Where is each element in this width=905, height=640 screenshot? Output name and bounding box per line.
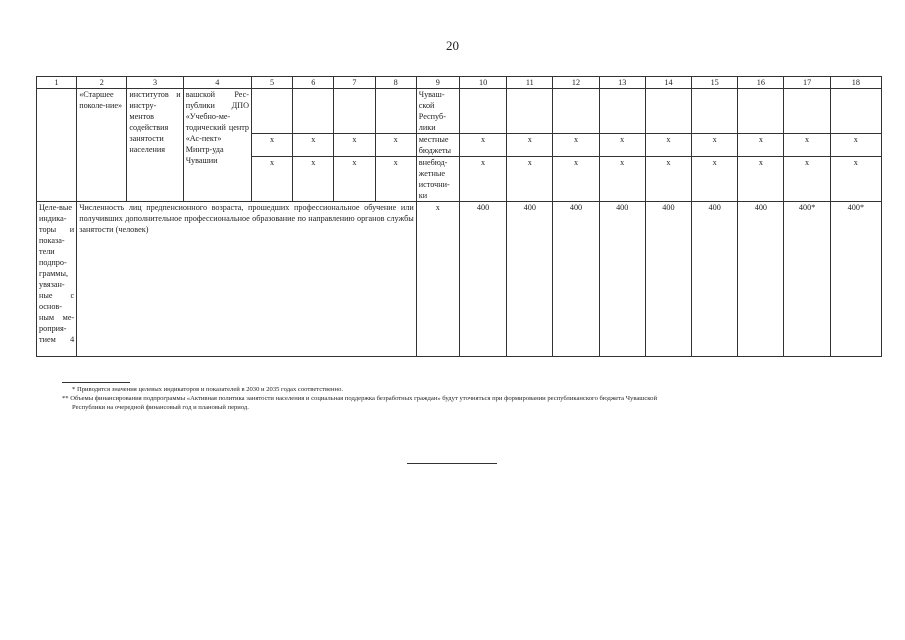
indicator-value-cell: 400 — [599, 202, 645, 357]
header-cell: 8 — [375, 77, 416, 89]
value-cell: x — [252, 157, 293, 202]
indicator-value-cell: 400 — [645, 202, 691, 357]
footnotes — [62, 382, 862, 412]
table-cell — [738, 89, 784, 134]
indicator-value-cell: 400 — [459, 202, 506, 357]
subprogram-name-cell: «Старшее поколе-ние» — [77, 89, 127, 202]
value-cell: x — [830, 134, 881, 157]
value-cell: x — [334, 134, 375, 157]
table-cell — [375, 89, 416, 134]
funding-source-cell: внебюд-жетные источни-ки — [416, 157, 459, 202]
value-cell: x — [738, 134, 784, 157]
table-cell — [507, 89, 553, 134]
indicator-value-cell: 400 — [738, 202, 784, 357]
indicator-value-cell: 400 — [692, 202, 738, 357]
indicator-description-cell: Численность лиц предпенсионного возраста, прошедших профессиональное обучение или получивших дополнительное профессиональное образование по направлению органов службы занятости (человек) — [77, 202, 417, 357]
funding-source-cell: Чуваш-ской Респуб-лики — [416, 89, 459, 134]
page-number: 20 — [446, 38, 459, 53]
indicator-value-cell: 400* — [784, 202, 830, 357]
header-cell: 18 — [830, 77, 881, 89]
table-cell — [37, 89, 77, 202]
table-cell — [830, 89, 881, 134]
table-cell — [334, 89, 375, 134]
value-cell: x — [375, 134, 416, 157]
indicator-value-cell: 400 — [507, 202, 553, 357]
table-cell — [599, 89, 645, 134]
table-cell — [784, 89, 830, 134]
value-cell: x — [507, 157, 553, 202]
table-cell — [459, 89, 506, 134]
end-rule — [407, 463, 497, 464]
header-cell: 1 — [37, 77, 77, 89]
value-cell: x — [416, 202, 459, 357]
header-cell: 16 — [738, 77, 784, 89]
header-row — [37, 77, 882, 89]
activity-name-cell: институтов и инстру-ментов содействия занятости населения — [127, 89, 183, 202]
header-cell: 3 — [127, 77, 183, 89]
indicator-label-cell: Целе-вые индика-торы и показа-тели подпро-граммы, увязан-ные с основ-ным ме-роприя-тием 4 — [37, 202, 77, 357]
table-cell — [252, 89, 293, 134]
funding-source-cell: местные бюджеты — [416, 134, 459, 157]
header-cell: 11 — [507, 77, 553, 89]
footnote-separator — [62, 382, 130, 383]
value-cell: x — [738, 157, 784, 202]
value-cell: x — [375, 157, 416, 202]
value-cell: x — [334, 157, 375, 202]
indicator-value-cell: 400* — [830, 202, 881, 357]
value-cell: x — [293, 157, 334, 202]
value-cell: x — [459, 157, 506, 202]
footnote-2-continued: Республики на очередной финансовый год и плановый период. — [72, 404, 249, 411]
header-cell: 15 — [692, 77, 738, 89]
header-cell: 14 — [645, 77, 691, 89]
header-cell: 2 — [77, 77, 127, 89]
value-cell: x — [507, 134, 553, 157]
table-cell — [645, 89, 691, 134]
table-cell — [293, 89, 334, 134]
value-cell: x — [784, 157, 830, 202]
header-cell: 6 — [293, 77, 334, 89]
value-cell: x — [784, 134, 830, 157]
value-cell: x — [459, 134, 506, 157]
header-cell: 17 — [784, 77, 830, 89]
executor-cell: вашской Рес-публики ДПО «Учебно-ме-тодический центр «Ас-пект» Минтр-уда Чувашии — [183, 89, 251, 202]
table-cell — [553, 89, 599, 134]
value-cell: x — [830, 157, 881, 202]
table-row — [37, 202, 882, 357]
value-cell: x — [599, 134, 645, 157]
header-cell: 7 — [334, 77, 375, 89]
header-cell: 9 — [416, 77, 459, 89]
value-cell: x — [645, 157, 691, 202]
footnote-2: ** Объемы финансирования подпрограммы «Активная политика занятости населения и социальная поддержка безработных граждан» будут уточняться при формировании республиканского бюджета Чувашской — [62, 395, 657, 402]
header-cell: 10 — [459, 77, 506, 89]
value-cell: x — [692, 134, 738, 157]
footnote-1: * Приводятся значения целевых индикаторов и показателей в 2030 и 2035 годах соответственно. — [72, 386, 344, 393]
header-cell: 5 — [252, 77, 293, 89]
value-cell: x — [599, 157, 645, 202]
data-table — [36, 76, 882, 357]
value-cell: x — [553, 157, 599, 202]
value-cell: x — [252, 134, 293, 157]
indicator-value-cell: 400 — [553, 202, 599, 357]
value-cell: x — [692, 157, 738, 202]
value-cell: x — [293, 134, 334, 157]
header-cell: 12 — [553, 77, 599, 89]
header-cell: 13 — [599, 77, 645, 89]
table-cell — [692, 89, 738, 134]
header-cell: 4 — [183, 77, 251, 89]
table-row — [37, 89, 882, 134]
value-cell: x — [645, 134, 691, 157]
value-cell: x — [553, 134, 599, 157]
